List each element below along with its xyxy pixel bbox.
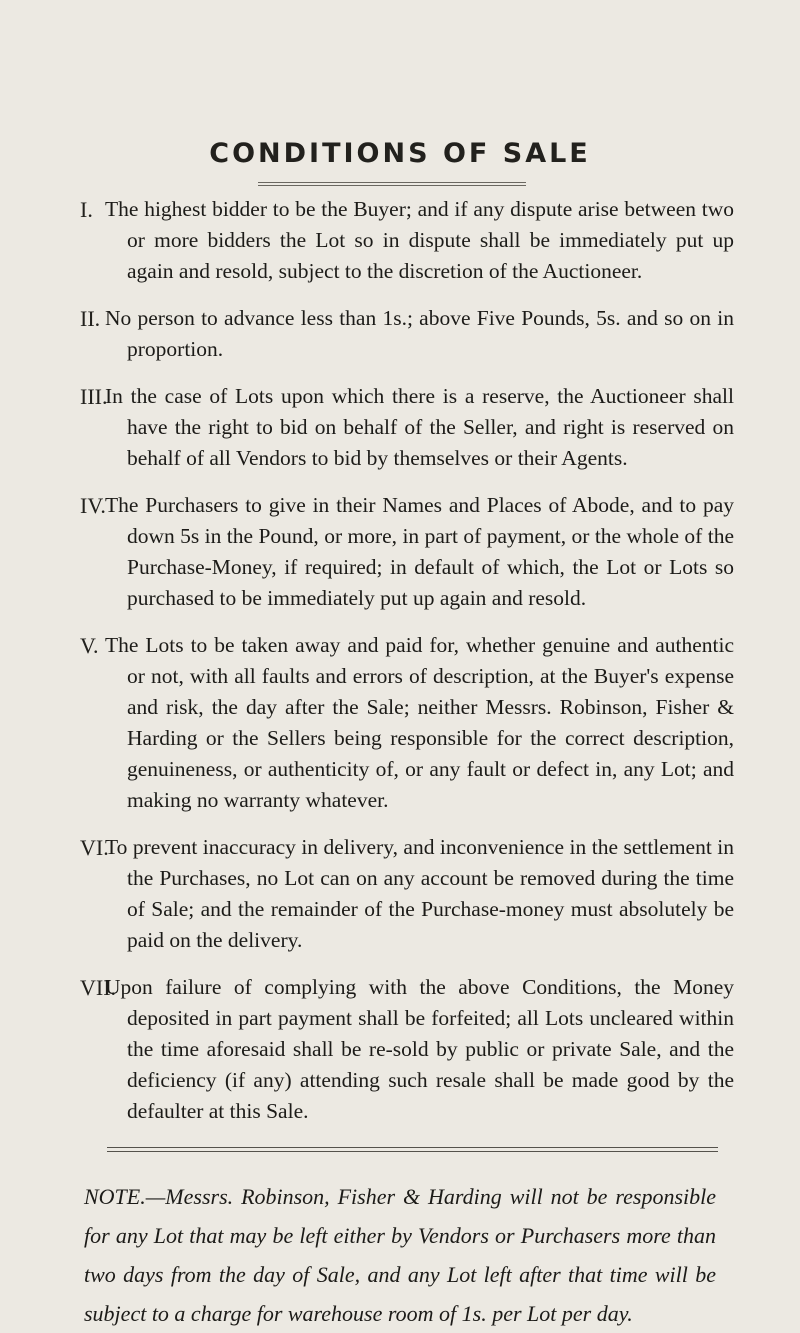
condition-text: In the case of Lots upon which there is a reserve, the Auctioneer shall have the right to bid on behalf of the Seller, and right is reserved on behalf of all Vendors to bid by themselves or their Agents. <box>105 384 734 470</box>
condition-numeral: V. <box>80 633 99 658</box>
condition-text: No person to advance less than 1s.; above Five Pounds, 5s. and so on in proportion. <box>105 306 734 361</box>
title-underline <box>258 182 526 186</box>
condition-numeral: VI. <box>80 835 109 860</box>
condition-text: The Purchasers to give in their Names and Places of Abode, and to pay down 5s in the Pound, or more, in part of payment, or the whole of the Purchase-Money, if required; in default of which, the Lot or Lots so purchased to be immediately put up again and resold. <box>105 493 734 610</box>
condition-numeral: III. <box>80 384 108 409</box>
condition-text: The highest bidder to be the Buyer; and if any dispute arise between two or more bidders the Lot so in dispute shall be immediately put up again and resold, subject to the discretion of the Auctioneer. <box>105 197 734 283</box>
condition-text: Upon failure of complying with the above Conditions, the Money deposited in part payment shall be forfeited; all Lots uncleared within the time aforesaid shall be re-sold by public or private Sale, and the deficiency (if any) attending such resale shall be made good by the defaulter at this Sale. <box>105 975 734 1123</box>
section-divider <box>107 1147 718 1152</box>
page-title: CONDITIONS OF SALE <box>209 138 591 169</box>
note-label: NOTE.— <box>84 1184 166 1209</box>
condition-text: To prevent inaccuracy in delivery, and inconvenience in the settlement in the Purchases, no Lot can on any account be removed during the time of Sale; and the remainder of the Purchase-money must absolutely be paid on the delivery. <box>105 835 734 952</box>
condition-numeral: II. <box>80 306 101 331</box>
condition-numeral: IV. <box>80 493 106 518</box>
note-paragraph <box>84 1177 716 1333</box>
note-text: Messrs. Robinson, Fisher & Harding will not be responsible for any Lot that may be left either by Vendors or Purchasers more than two days from the day of Sale, and any Lot left after that time will be subject to a charge for warehouse room of 1s. per Lot per day. <box>84 1184 716 1326</box>
condition-numeral: VII. <box>80 975 117 1000</box>
condition-text: The Lots to be taken away and paid for, whether genuine and authentic or not, with all faults and errors of description, at the Buyer's expense and risk, the day after the Sale; neither Messrs. Robinson, Fisher & Harding or the Sellers being responsible for the correct description, genuineness, or authenticity of, or any fault or defect in, any Lot; and making no warranty whatever. <box>105 633 734 812</box>
condition-numeral: I. <box>80 197 93 222</box>
